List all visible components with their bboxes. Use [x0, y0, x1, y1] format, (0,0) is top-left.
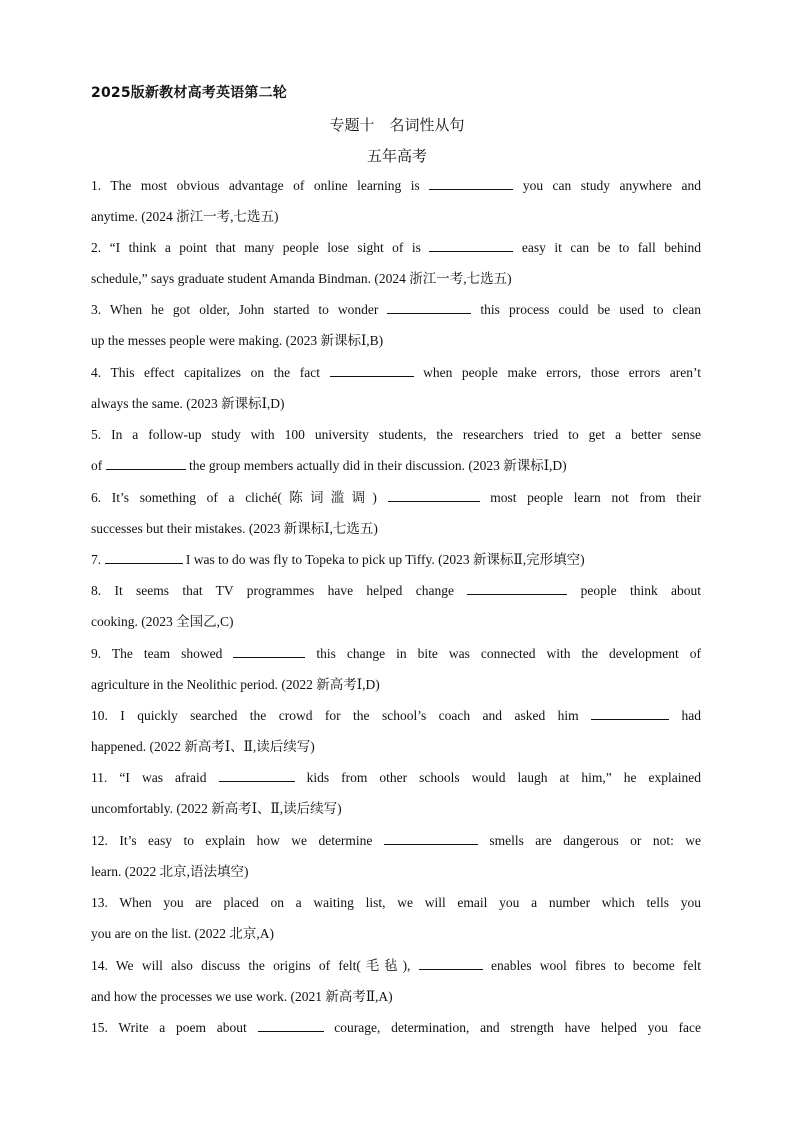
question-text: 11. “I was afraid: [91, 770, 207, 785]
answer-blank[interactable]: [106, 455, 186, 470]
question-12: [91, 825, 701, 887]
question-text: the group members actually did in their discussion. (2023 新课标Ⅰ,D): [189, 458, 567, 473]
answer-blank[interactable]: [384, 830, 478, 845]
question-text: 14. We will also discuss the origins of felt(毛毡),: [91, 958, 411, 973]
question-text: 15. Write a poem about: [91, 1020, 247, 1035]
answer-blank[interactable]: [330, 362, 414, 377]
answer-blank[interactable]: [429, 175, 513, 190]
question-text: had: [681, 708, 702, 723]
answer-blank[interactable]: [387, 299, 471, 314]
section-title: 五年高考: [366, 147, 427, 165]
question-1: [91, 170, 701, 232]
topic-title: 专题十 名词性从句: [329, 116, 465, 134]
answer-blank[interactable]: [467, 580, 567, 595]
question-text: 5. In a follow-up study with 100 university students, the researchers tried to get a better sense: [91, 427, 701, 442]
question-text: 12. It’s easy to explain how we determine: [91, 833, 373, 848]
question-text: you are on the list. (2022 北京,A): [91, 926, 274, 941]
question-text: 13. When you are placed on a waiting list, we will email you a number which tells you: [91, 895, 701, 910]
question-11: [91, 762, 701, 824]
answer-blank[interactable]: [419, 955, 483, 970]
question-text: this change in bite was connected with the development of: [316, 646, 702, 661]
question-4: [91, 357, 701, 419]
answer-blank[interactable]: [105, 549, 183, 564]
question-text: you can study anywhere and: [522, 178, 702, 193]
answer-blank[interactable]: [219, 767, 295, 782]
question-text: and how the processes we use work. (2021 新高考Ⅱ,A): [91, 989, 393, 1004]
question-text: always the same. (2023 新课标Ⅰ,D): [91, 396, 285, 411]
question-text: successes but their mistakes. (2023 新课标Ⅰ,七选五): [91, 521, 378, 536]
question-text: uncomfortably. (2022 新高考Ⅰ、Ⅱ,读后续写): [91, 801, 342, 816]
question-text: when people make errors, those errors aren’t: [423, 365, 702, 380]
question-2: [91, 232, 701, 294]
question-15: [91, 1012, 701, 1043]
question-text: easy it can be to fall behind: [521, 240, 701, 255]
question-8: [91, 575, 701, 637]
question-text: happened. (2022 新高考Ⅰ、Ⅱ,读后续写): [91, 739, 315, 754]
question-text: courage, determination, and strength have helped you face: [334, 1020, 702, 1035]
answer-blank[interactable]: [233, 643, 305, 658]
question-text: 7.: [91, 552, 102, 567]
answer-blank[interactable]: [388, 487, 480, 502]
question-text: 8. It seems that TV programmes have helped change: [91, 583, 454, 598]
document-header: 2025版新教材高考英语第二轮: [91, 85, 287, 101]
question-text: learn. (2022 北京,语法填空): [91, 864, 249, 879]
question-text: anytime. (2024 浙江一考,七选五): [91, 209, 279, 224]
question-text: this process could be used to clean: [480, 302, 702, 317]
question-7: [91, 544, 701, 575]
question-3: [91, 294, 701, 356]
question-text: kids from other schools would laugh at him,” he explained: [306, 770, 702, 785]
question-text: 2. “I think a point that many people lose sight of is: [91, 240, 421, 255]
question-text: schedule,” says graduate student Amanda Bindman. (2024 浙江一考,七选五): [91, 271, 512, 286]
question-14: [91, 950, 701, 1012]
question-text: 4. This effect capitalizes on the fact: [91, 365, 320, 380]
question-text: 10. I quickly searched the crowd for the school’s coach and asked him: [91, 708, 579, 723]
question-6: [91, 482, 701, 544]
answer-blank[interactable]: [258, 1017, 324, 1032]
answer-blank[interactable]: [591, 705, 669, 720]
question-13: [91, 887, 701, 949]
question-text: I was to do was fly to Topeka to pick up Tiffy. (2023 新课标Ⅱ,完形填空): [185, 552, 585, 567]
answer-blank[interactable]: [429, 237, 513, 252]
question-text: 3. When he got older, John started to wonder: [91, 302, 379, 317]
question-text: enables wool fibres to become felt: [491, 958, 702, 973]
question-10: [91, 700, 701, 762]
question-text: agriculture in the Neolithic period. (2022 新高考Ⅰ,D): [91, 677, 380, 692]
question-text: of: [91, 458, 103, 473]
question-text: 9. The team showed: [91, 646, 223, 661]
question-text: 6. It’s something of a cliché(陈词滥调): [91, 490, 377, 505]
question-text: 1. The most obvious advantage of online learning is: [91, 178, 420, 193]
question-5: [91, 419, 701, 481]
question-text: cooking. (2023 全国乙,C): [91, 614, 234, 629]
question-9: [91, 638, 701, 700]
question-text: up the messes people were making. (2023 新课标Ⅰ,B): [91, 333, 384, 348]
question-text: smells are dangerous or not: we: [489, 833, 702, 848]
question-text: people think about: [580, 583, 702, 598]
question-text: most people learn not from their: [490, 490, 702, 505]
